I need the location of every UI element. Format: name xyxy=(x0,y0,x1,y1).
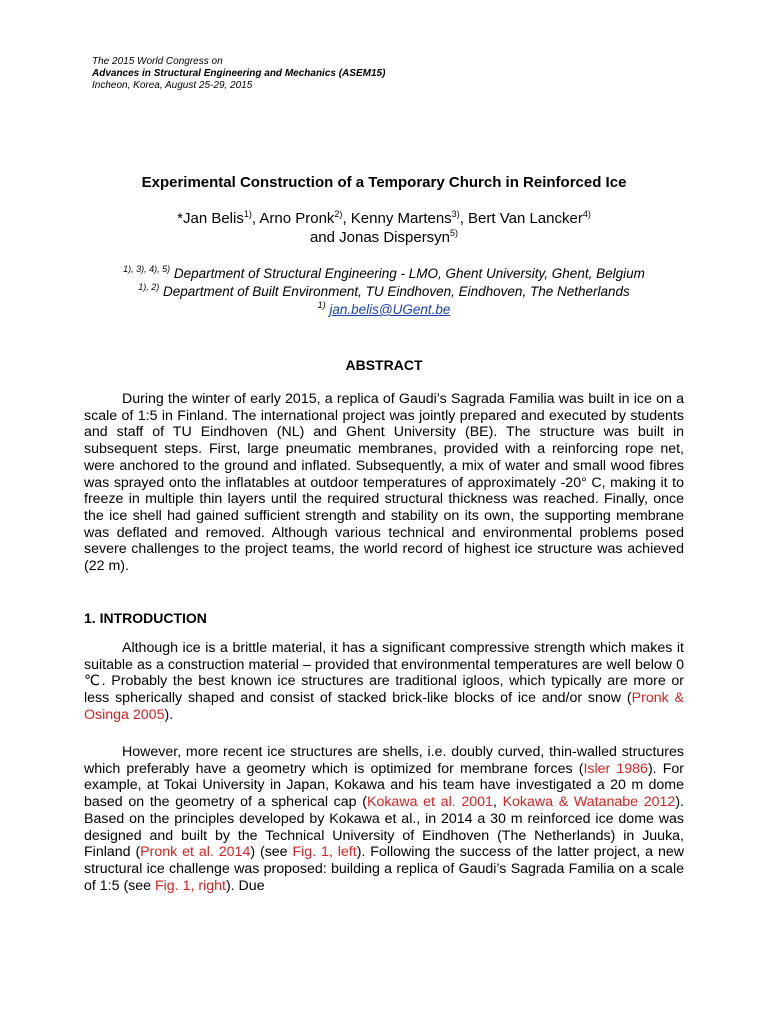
author-mark: 1) xyxy=(243,209,252,219)
abstract-heading: ABSTRACT xyxy=(345,357,423,373)
figure-link[interactable]: Fig. 1, left xyxy=(292,844,357,861)
intro-paragraph-2: However, more recent ice structures are shells, i.e. doubly curved, thin-walled structures which preferably have a geometry which is optimized for membrane forces (Isler 1986). For example, at Tokai University in Japan, Kokawa and his team have investigated a 20 m dome based on the geometry of a spherical cap (Kokawa et al. 2001, Kokawa & Watanabe 2012). Based on the principles developed by Kokawa et al., in 2014 a 30 m reinforced ice dome was designed and built by the Technical University of Eindhoven (The Netherlands) in Juuka, Finland (Pronk et al. 2014) (see Fig. 1, left). Following the success of the latter project, a new structural ice challenge was proposed: building a replica of Gaudi’s Sagrada Familia on a scale of 1:5 (see Fig. 1, right). Due xyxy=(84,744,685,894)
corresponding-email: $^{1)}$ jan.belis@UGent.be xyxy=(317,300,451,317)
conference-line-2: Advances in Structural Engineering and Mechanics (ASEM15) xyxy=(92,68,386,79)
author-line-2 xyxy=(0,228,768,247)
citation-link[interactable]: Isler 1986 xyxy=(583,760,648,777)
affiliation-eindhoven: $^{1), 2)}$ Department of Built Environment, TU Eindhoven, Eindhoven, The Netherlands xyxy=(138,282,630,299)
author-name: and Jonas Dispersyn xyxy=(309,229,451,246)
author-mark: 3) xyxy=(451,209,460,219)
paper-title: Experimental Construction of a Temporary Church in Reinforced Ice xyxy=(141,174,627,191)
citation-link[interactable]: Pronk et al. 2014 xyxy=(140,844,251,861)
author-mark: 5) xyxy=(450,228,459,238)
citation-link[interactable]: Kokawa & Watanabe 2012 xyxy=(502,794,676,811)
citation-link[interactable]: Kokawa et al. 2001 xyxy=(366,794,493,811)
abstract-text: During the winter of early 2015, a replica of Gaudi’s Sagrada Familia was built in ice on a scale of 1:5 in Finland. The international project was jointly prepared and executed by students and staff of TU Eindhoven (NL) and Ghent University (BE). The structure was built in subsequent steps. First, large pneumatic membranes, provided with a reinforcing rope net, were anchored to the ground and inflated. Subsequently, a mix of water and small wood fibres was sprayed onto the inflatables at outdoor temperatures of approximately -20° C, making it to freeze in multiple thin layers until the required structural thickness was reached. Finally, once the ice shell had gained sufficient strength and stability on its own, the supporting membrane was deflated and removed. Although various technical and environmental problems posed severe challenges to the project teams, the world record of highest ice structure was achieved (22 m). xyxy=(84,391,684,575)
author-mark: 2) xyxy=(334,209,343,219)
email-link[interactable]: jan.belis@UGent.be xyxy=(329,302,451,317)
author-name: Kenny Martens xyxy=(350,210,452,227)
conference-line-1: The 2015 World Congress on xyxy=(92,56,223,67)
author-name: *Jan Belis xyxy=(177,210,244,227)
author-name: Bert Van Lancker xyxy=(468,210,583,227)
section-heading-introduction: 1. INTRODUCTION xyxy=(84,610,207,626)
author-list xyxy=(0,209,768,247)
author-mark: 4) xyxy=(582,209,591,219)
author-name: Arno Pronk xyxy=(259,210,335,227)
conference-header xyxy=(92,56,385,92)
conference-line-3: Incheon, Korea, August 25-29, 2015 xyxy=(92,80,253,91)
intro-paragraph-1: Although ice is a brittle material, it has a significant compressive strength which makes it suitable as a construction material – provided that environmental temperatures are well below 0 ℃. Probably the best known ice structures are traditional igloos, which typically are more or less spherically shaped and consist of stacked brick-like blocks of ice and/or snow (Pronk & Osinga 2005). xyxy=(84,640,684,723)
author-line-1: *Jan Belis$^{1)}$, Arno Pronk$^{2)}$, Kenny Martens$^{3)}$, Bert Van Lancker$^{4)}$ xyxy=(177,209,591,227)
figure-link[interactable]: Fig. 1, right xyxy=(154,877,226,894)
citation-link[interactable]: Pronk & Osinga 2005 xyxy=(84,690,684,723)
affiliation-ghent: $^{1), 3), 4), 5)}$ Department of Structural Engineering - LMO, Ghent University, Ghent, Belgium xyxy=(123,264,645,281)
affiliations xyxy=(0,265,768,319)
